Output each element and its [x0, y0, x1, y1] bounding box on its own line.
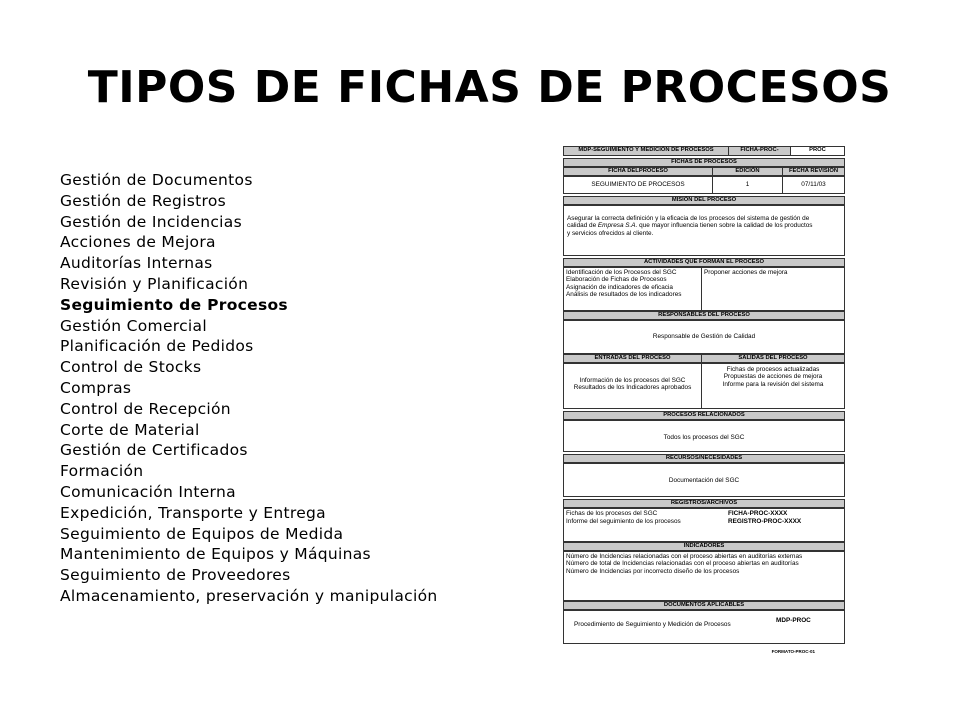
actividad-item: Elaboración de Fichas de Procesos	[566, 276, 667, 284]
entradas-salidas-box	[563, 363, 845, 409]
process-list-item: Seguimiento de Proveedores	[60, 566, 291, 585]
registro-code: REGISTRO-PROC-XXXX	[728, 518, 802, 525]
fecha-value: 07/11/03	[782, 177, 844, 193]
actividades-left	[566, 269, 700, 299]
process-list-item: Almacenamiento, preservación y manipulación	[60, 586, 438, 605]
entradas-list	[564, 377, 701, 392]
actividades-header: ACTIVIDADES QUE FORMAN EL PROCESO	[563, 258, 845, 267]
form-top-bar	[563, 146, 845, 156]
mision-line-2	[567, 222, 843, 229]
registros-box	[563, 508, 845, 542]
registro-name: Fichas de los procesos del SGC	[566, 510, 658, 517]
process-list-item: Corte de Material	[60, 420, 200, 439]
process-list-item: Compras	[60, 378, 132, 397]
ficha-columns-row	[563, 167, 845, 176]
indicador-item: Número de Incidencias por incorrecto diseño de los procesos	[566, 567, 740, 575]
mision-header: MISIÓN DEL PROCESO	[563, 196, 845, 205]
process-list-item: Expedición, Transporte y Entrega	[60, 503, 326, 522]
col-fecha-header: FECHA REVISIÓN	[782, 168, 844, 175]
process-list-item: Formación	[60, 462, 144, 481]
indicadores-box	[563, 551, 845, 601]
actividades-right: Proponer acciones de mejora	[701, 268, 844, 310]
responsables-header: RESPONSABLES DEL PROCESO	[563, 311, 845, 320]
indicador-item: Número de total de Incidencias relacionadas con el proceso abiertas en auditorías	[566, 560, 799, 568]
documentos-value: Procedimiento de Seguimiento y Medición de Procesos	[574, 621, 731, 628]
mision-box	[563, 205, 845, 256]
form-top-left: MDP-SEGUIMIENTO Y MEDICIÓN DE PROCESOS	[564, 147, 728, 155]
process-list-item: Seguimiento de Procesos	[60, 295, 288, 314]
responsables-value: Responsable de Gestión de Calidad	[652, 333, 756, 340]
indicadores-header: INDICADORES	[563, 542, 845, 551]
mision-line-2c: que mayor influencia tienen sobre la calidad de los productos	[637, 222, 813, 230]
salida-item: Fichas de procesos actualizadas	[726, 366, 820, 373]
mision-line-3: y servicios ofrecidos al cliente.	[567, 229, 654, 237]
form-top-mid: FICHA-PROC-	[728, 147, 790, 155]
process-list-item: Gestión de Registros	[60, 191, 227, 210]
process-list-item: Mantenimiento de Equipos y Máquinas	[60, 545, 371, 564]
process-list-item: Control de Recepción	[60, 399, 231, 418]
edicion-value: 1	[712, 177, 782, 193]
company-name: Empresa S.A.	[597, 222, 638, 230]
recursos-box	[563, 463, 845, 497]
process-sheet-form	[563, 146, 845, 654]
process-list-item: Gestión de Certificados	[60, 441, 248, 460]
salida-item: Informe para la revisión del sistema	[722, 380, 824, 388]
process-list-item: Gestión de Incidencias	[60, 212, 242, 231]
process-list-item: Comunicación Interna	[60, 482, 236, 501]
recursos-header: RECURSOS/NECESIDADES	[563, 454, 845, 463]
registros-header: REGISTROS/ARCHIVOS	[563, 499, 845, 508]
actividad-item: Asignación de indicadores de eficacia	[566, 283, 673, 291]
process-list-item: Auditorías Internas	[60, 254, 213, 273]
entrada-item: Resultados de los Indicadores aprobados	[573, 384, 692, 392]
documentos-header: DOCUMENTOS APLICABLES	[563, 601, 845, 610]
fichas-header: FICHAS DE PROCESOS	[563, 158, 845, 167]
responsables-box	[563, 320, 845, 354]
form-footer-code: FORMATO-PROC-01	[771, 649, 815, 654]
process-list-item: Gestión Comercial	[60, 316, 207, 335]
col-edicion-header: EDICIÓN	[712, 168, 782, 175]
ficha-values-row	[563, 176, 845, 194]
mision-text	[567, 215, 843, 237]
relacionados-box	[563, 420, 845, 452]
ficha-value: SEGUIMIENTO DE PROCESOS	[591, 181, 685, 188]
relacionados-header: PROCESOS RELACIONADOS	[563, 411, 845, 420]
registro-name: Informe del seguimiento de los procesos	[566, 518, 681, 525]
indicadores-list	[566, 553, 844, 575]
actividades-box	[563, 267, 845, 311]
entradas-header: ENTRADAS DEL PROCESO	[564, 355, 701, 362]
process-list-item: Acciones de Mejora	[60, 233, 216, 252]
actividad-item: Identificación de los Procesos del SGC	[566, 269, 677, 276]
process-list-item: Gestión de Documentos	[60, 171, 253, 189]
process-list-item: Seguimiento de Equipos de Medida	[60, 524, 344, 543]
entrada-item: Información de los procesos del SGC	[579, 377, 686, 384]
salida-item: Propuestas de acciones de mejora	[723, 373, 823, 381]
indicador-item: Número de Incidencias relacionadas con el proceso abiertas en auditorías externas	[566, 553, 803, 560]
salidas-list	[701, 364, 844, 408]
registro-code: FICHA-PROC-XXXX	[728, 510, 788, 517]
col-ficha-header: FICHA DELPROCESO	[564, 168, 712, 175]
form-top-right: PROC	[790, 147, 844, 155]
actividad-item: Análisis de resultados de los indicadores	[566, 291, 682, 299]
relacionados-value: Todos los procesos del SGC	[663, 434, 745, 441]
salidas-header: SALIDAS DEL PROCESO	[701, 355, 844, 362]
recursos-value: Documentación del SGC	[668, 477, 740, 484]
process-type-list	[60, 170, 438, 607]
process-list-item: Planificación de Pedidos	[60, 337, 254, 356]
documentos-box	[563, 610, 845, 644]
process-list-item: Revisión y Planificación	[60, 274, 249, 293]
documentos-code: MDP-PROC	[776, 617, 811, 624]
mision-line-1: Asegurar la correcta definición y la eficacia de los procesos del sistema de gestión de	[567, 215, 810, 222]
mision-line-2a: calidad de	[567, 222, 598, 230]
process-list-item: Control de Stocks	[60, 358, 202, 377]
page-title: TIPOS DE FICHAS DE PROCESOS	[87, 62, 892, 113]
entradas-salidas-header-row	[563, 354, 845, 363]
